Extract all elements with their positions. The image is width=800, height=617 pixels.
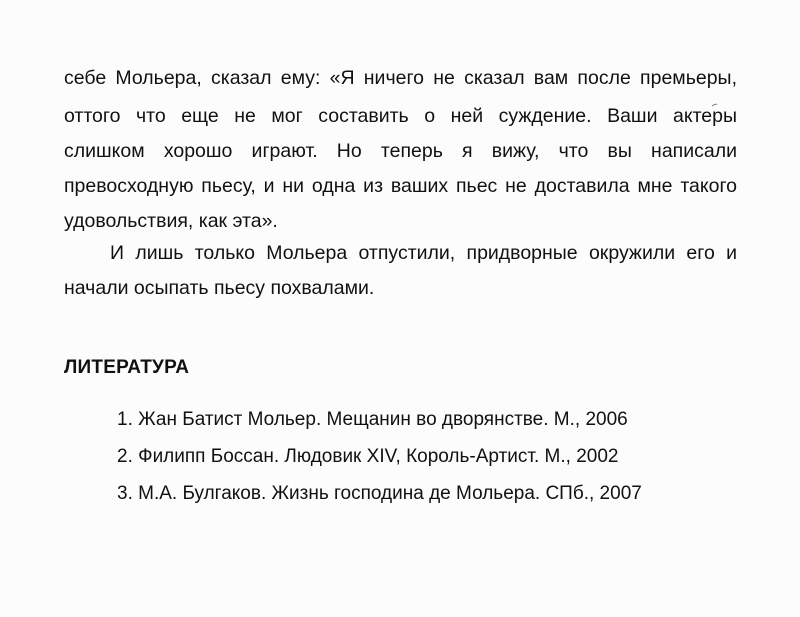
paragraph-line-3: слишком хорошо играют. Но теперь я вижу, что вы написали [64,140,737,162]
literature-item-3: 3. М.А. Булгаков. Жизнь господина де Мольера. СПб., 2007 [117,483,642,504]
literature-item-1: 1. Жан Батист Мольер. Мещанин во дворянстве. М., 2006 [117,409,628,430]
literature-heading: ЛИТЕРАТУРА [64,357,190,378]
literature-item-2: 2. Филипп Боссан. Людовик XIV, Король‑Артист. М., 2002 [117,446,619,467]
paragraph-line-2: оттого что еще не мог составить о ней суждение. Ваши актеры [64,105,737,127]
paragraph-2-line-2: начали осыпать пьесу похвалами. [64,277,375,299]
paragraph-line-5: удовольствия, как эта». [64,210,278,232]
paragraph-line-4: превосходную пьесу, и ни одна из ваших пьес не доставила мне такого [64,175,737,197]
paragraph-2-line-1: И лишь только Мольера отпустили, придворные окружили его и [110,242,737,264]
paragraph-line-1: себе Мольера, сказал ему: «Я ничего не сказал вам после премьеры, [64,67,737,89]
